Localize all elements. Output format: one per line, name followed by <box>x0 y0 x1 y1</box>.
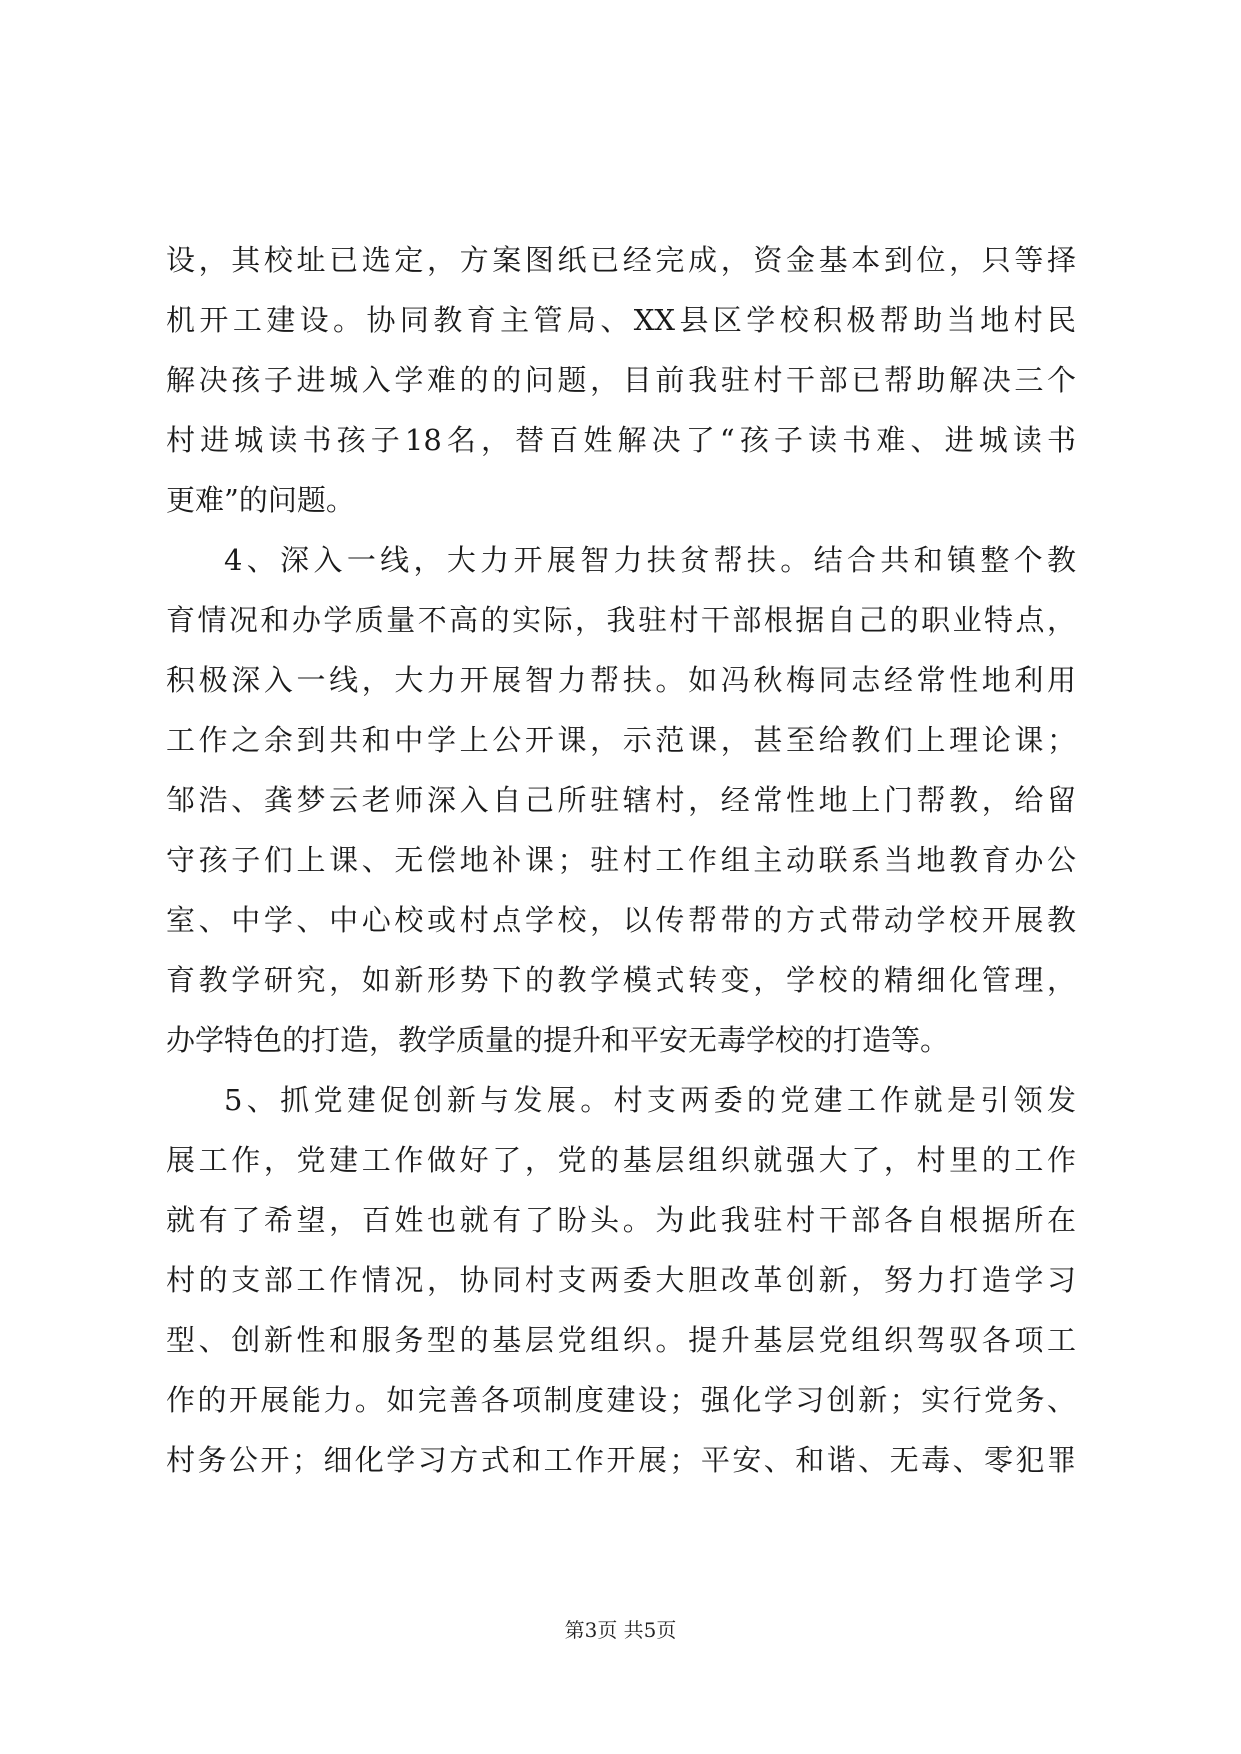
text-line: 育情况和办学质量不高的实际，我驻村干部根据自己的职业特点， <box>166 603 1076 637</box>
text-line: 更难”的问题。 <box>166 483 355 517</box>
text-line: 5、抓党建促创新与发展。村支两委的党建工作就是引领发 <box>224 1083 1076 1117</box>
text-line: 4、深入一线，大力开展智力扶贫帮扶。结合共和镇整个教 <box>224 543 1076 577</box>
text-line: 型、创新性和服务型的基层党组织。提升基层党组织驾驭各项工 <box>166 1323 1076 1357</box>
text-line: 村进城读书孩子18名，替百姓解决了“孩子读书难、进城读书 <box>166 423 1076 457</box>
page-footer: 第3页 共5页 <box>564 1618 677 1642</box>
text-line: 育教学研究，如新形势下的教学模式转变，学校的精细化管理， <box>166 963 1076 997</box>
text-line: 设，其校址已选定，方案图纸已经完成，资金基本到位，只等择 <box>166 243 1076 277</box>
text-line: 积极深入一线，大力开展智力帮扶。如冯秋梅同志经常性地利用 <box>166 663 1076 697</box>
text-line: 机开工建设。协同教育主管局、XX县区学校积极帮助当地村民 <box>166 303 1076 337</box>
text-line: 室、中学、中心校或村点学校，以传帮带的方式带动学校开展教 <box>166 903 1076 937</box>
text-line: 就有了希望，百姓也就有了盼头。为此我驻村干部各自根据所在 <box>166 1203 1076 1237</box>
text-line: 解决孩子进城入学难的的问题，目前我驻村干部已帮助解决三个 <box>166 363 1076 397</box>
text-line: 办学特色的打造，教学质量的提升和平安无毒学校的打造等。 <box>166 1023 950 1057</box>
text-line: 邹浩、龚梦云老师深入自己所驻辖村，经常性地上门帮教，给留 <box>166 783 1076 817</box>
text-line: 守孩子们上课、无偿地补课；驻村工作组主动联系当地教育办公 <box>166 843 1076 877</box>
text-line: 展工作，党建工作做好了，党的基层组织就强大了，村里的工作 <box>166 1143 1076 1177</box>
body-text <box>166 230 1076 1490</box>
text-line: 村务公开；细化学习方式和工作开展；平安、和谐、无毒、零犯罪 <box>166 1443 1076 1477</box>
text-line: 村的支部工作情况，协同村支两委大胆改革创新，努力打造学习 <box>166 1263 1076 1297</box>
text-line: 作的开展能力。如完善各项制度建设；强化学习创新；实行党务、 <box>166 1383 1076 1417</box>
text-line: 工作之余到共和中学上公开课，示范课，甚至给教们上理论课； <box>166 723 1076 757</box>
